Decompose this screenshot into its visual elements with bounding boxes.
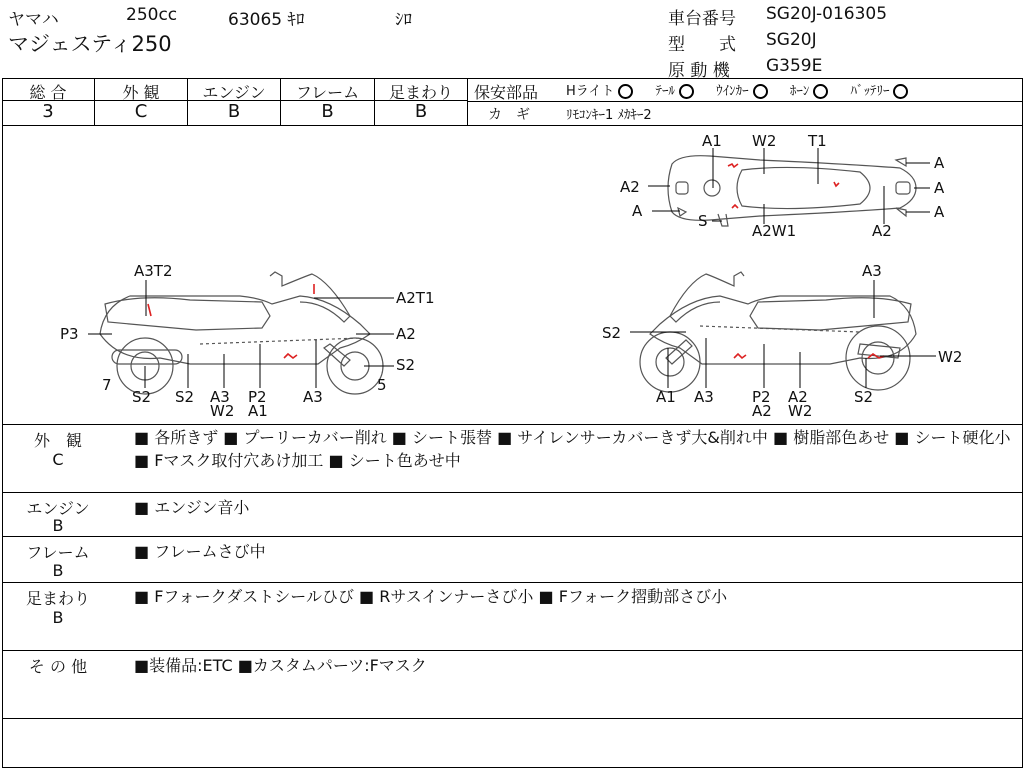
label: S2 — [132, 388, 152, 406]
label: A1 — [702, 132, 722, 150]
grade-frame-value: B — [321, 101, 334, 122]
label: A2 — [620, 178, 640, 196]
safety-item-label: Hライト — [566, 84, 615, 99]
label: A — [934, 179, 945, 197]
ok-circle-icon — [679, 84, 694, 99]
ok-circle-icon — [753, 84, 768, 99]
safety-item-label: ﾎｰﾝ — [789, 84, 810, 99]
label: A3 — [210, 388, 230, 406]
displacement: 250cc — [126, 5, 178, 25]
battery-item — [850, 84, 908, 99]
winker-item — [716, 84, 768, 99]
diagram-labels — [60, 132, 962, 420]
label: A2 — [788, 388, 808, 406]
maker: ヤマハ — [8, 10, 59, 30]
label: A3T2 — [134, 262, 173, 280]
engine-model: G359E — [766, 56, 823, 76]
label: A3 — [862, 262, 882, 280]
label: W2 — [210, 402, 235, 420]
label: A — [632, 202, 643, 220]
label: 7 — [102, 376, 112, 394]
diagram-bottom — [2, 424, 1022, 425]
note-grade: B — [52, 608, 64, 627]
label: A2 — [752, 402, 772, 420]
label: A — [934, 203, 945, 221]
frame-no: SG20J-016305 — [766, 4, 888, 24]
headlight-item — [566, 84, 633, 99]
grade-exterior-label: 外 観 — [122, 83, 160, 102]
grade-overall-label: 総 合 — [29, 83, 67, 102]
grade-overall-value: 3 — [42, 101, 54, 122]
ok-circle-icon — [618, 84, 633, 99]
notes-divider-1 — [2, 492, 1022, 493]
grade-suspension-value: B — [414, 101, 428, 122]
note-label: フレーム — [26, 543, 90, 562]
note-text: ■ 各所きず ■ プーリーカバー削れ ■ シート張替 ■ サイレンサーカバーきず大&削れ中 ■ 樹脂部色あせ ■ シート硬化小 ■ Fマスク取付穴あけ加工 ■ シート色あせ中 — [134, 428, 1011, 470]
label: A — [934, 154, 945, 172]
label: A2 — [872, 222, 892, 240]
safety-item-label: ﾊﾞｯﾃﾘｰ — [850, 84, 890, 99]
notes-divider-5 — [2, 718, 1022, 719]
condition-diagram — [0, 126, 1024, 424]
label: A2W1 — [752, 222, 797, 240]
grade-suspension-label: 足まわり — [388, 83, 453, 102]
label: S2 — [854, 388, 874, 406]
model-name: マジェスティ250 — [8, 32, 172, 56]
label: W2 — [788, 402, 813, 420]
safety-item-label: ｳｲﾝｶｰ — [716, 84, 749, 99]
label: A3 — [303, 388, 323, 406]
label: 5 — [377, 376, 387, 394]
note-text: ■ Fフォークダストシールひび ■ Rサスインナーさび小 ■ Fフォーク摺動部さび小 — [134, 587, 728, 606]
key-value: ﾘﾓｺﾝｷｰ1 ﾒｶｷｰ2 — [566, 108, 652, 123]
leader-lines — [88, 148, 936, 388]
horn-item — [790, 84, 829, 99]
notes-divider-3 — [2, 582, 1022, 583]
engine-model-label: 原 動 機 — [668, 61, 730, 81]
grade-frame-label: フレーム — [295, 83, 360, 102]
mileage: 63065 ｷﾛ — [228, 10, 305, 30]
label: A2T1 — [396, 289, 435, 307]
ok-circle-icon — [893, 84, 908, 99]
label: S2 — [602, 324, 622, 342]
label: A1 — [248, 402, 268, 420]
note-label: エンジン — [26, 499, 90, 518]
grade-sep-5 — [467, 78, 468, 125]
safety-items — [566, 80, 908, 99]
label: W2 — [938, 348, 963, 366]
notes-divider-4 — [2, 650, 1022, 651]
left-side-scooter — [100, 272, 383, 394]
key-label: カ ギ — [488, 107, 530, 123]
color: ｼﾛ — [395, 10, 412, 30]
taillight-item — [656, 84, 695, 99]
note-label: そ の 他 — [28, 657, 88, 676]
safety-item-label: ﾃｰﾙ — [655, 84, 676, 99]
note-label: 足まわり — [25, 589, 90, 608]
ok-circle-icon — [813, 84, 828, 99]
grade-exterior-value: C — [134, 101, 148, 122]
safety-label: 保安部品 — [474, 83, 539, 102]
label: P2 — [752, 388, 771, 406]
label: A1 — [656, 388, 676, 406]
note-grade: B — [52, 516, 64, 535]
label: W2 — [752, 132, 777, 150]
type-value: SG20J — [766, 30, 817, 50]
label: P3 — [60, 325, 79, 343]
label: A3 — [694, 388, 714, 406]
grade-engine-label: エンジン — [202, 83, 266, 102]
label: A2 — [396, 325, 416, 343]
label: T1 — [808, 132, 827, 150]
note-text: ■ フレームさび中 — [134, 542, 266, 561]
note-text: ■装備品:ETC ■カスタムパーツ:Fマスク — [134, 656, 427, 675]
grade-engine-value: B — [227, 101, 241, 122]
label: S — [698, 212, 708, 230]
label: P2 — [248, 388, 267, 406]
label: S2 — [396, 356, 416, 374]
label: S2 — [175, 388, 195, 406]
notes-divider-2 — [2, 536, 1022, 537]
note-label: 外 観 — [33, 431, 82, 450]
type-label: 型 式 — [668, 35, 736, 55]
note-grade: C — [52, 450, 64, 469]
frame-no-label: 車台番号 — [668, 9, 736, 29]
safety-divider — [467, 101, 1022, 102]
note-grade: B — [52, 561, 64, 580]
note-text: ■ エンジン音小 — [134, 498, 250, 517]
